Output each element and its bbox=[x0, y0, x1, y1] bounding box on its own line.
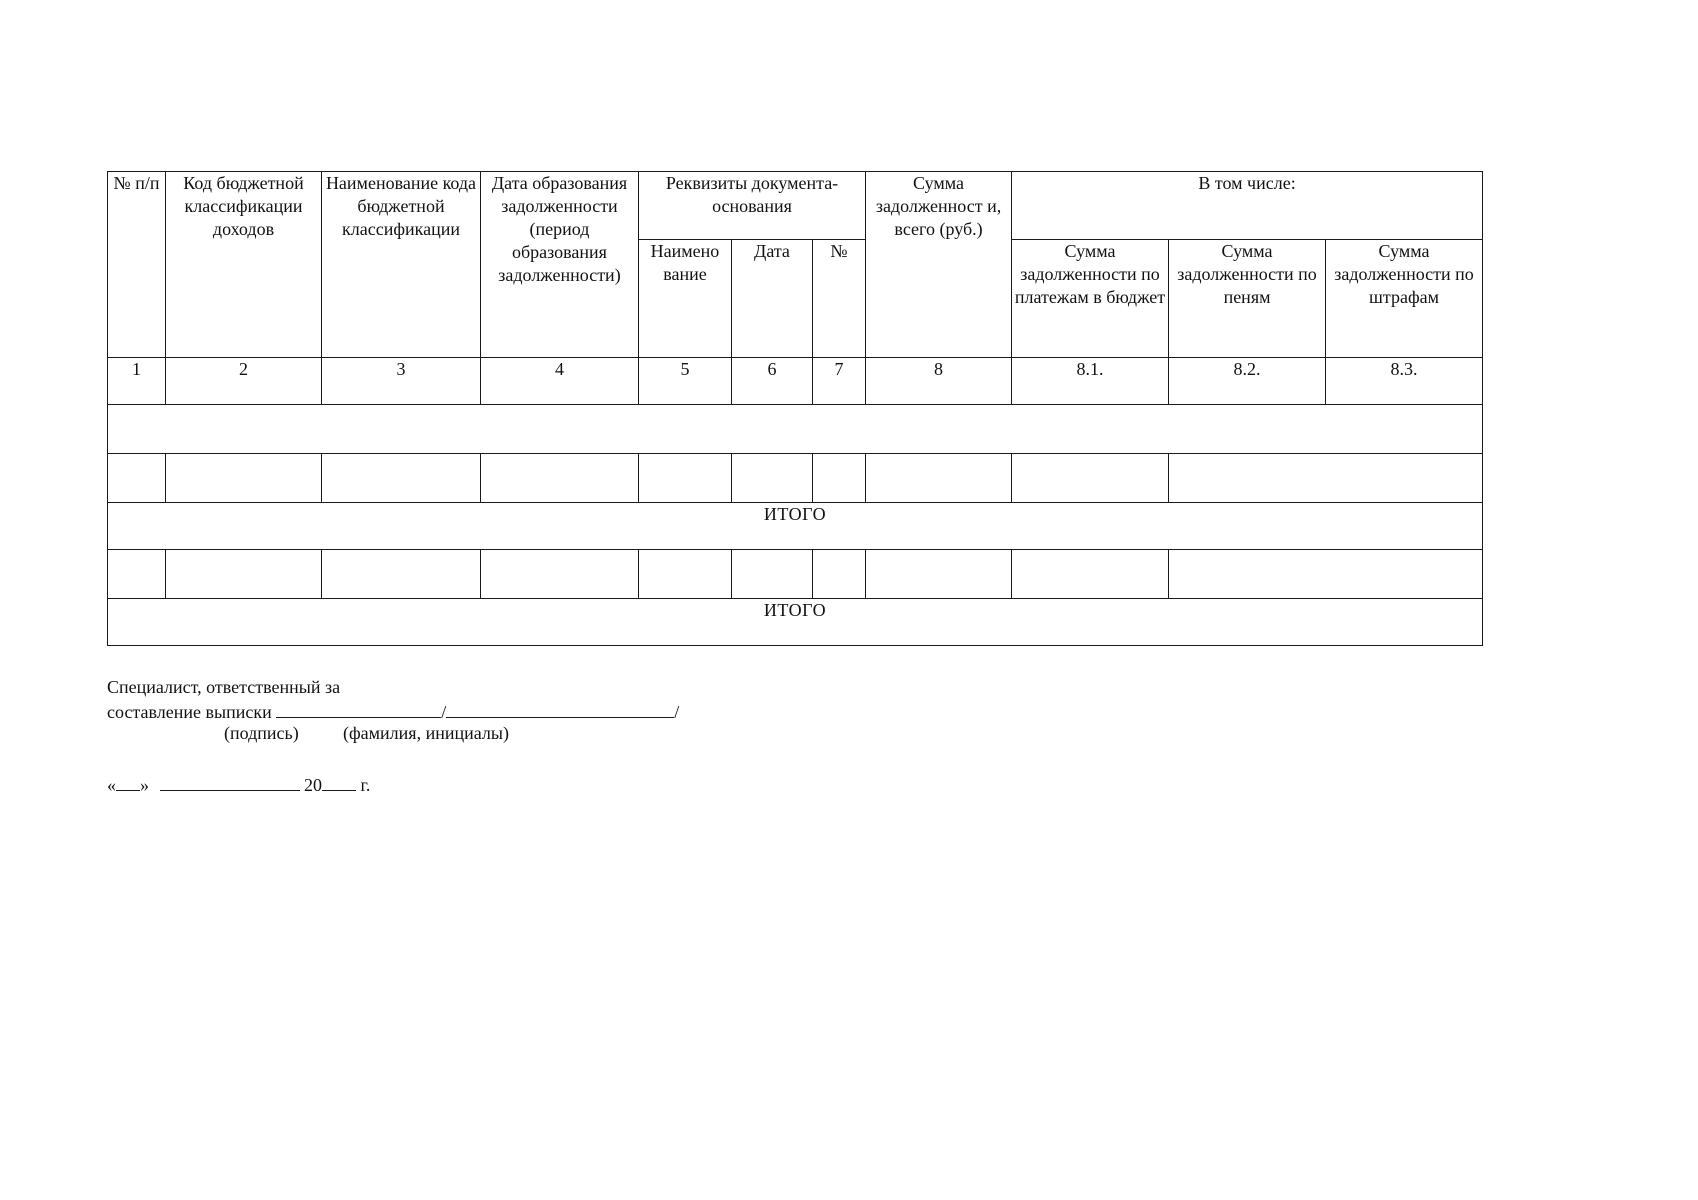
column-number: 8.1. bbox=[1012, 358, 1169, 405]
signature-block bbox=[107, 676, 679, 745]
total-row bbox=[108, 503, 1483, 550]
header-doc-requisites: Реквизиты документа-основания bbox=[639, 172, 866, 240]
slash: / bbox=[441, 702, 447, 722]
date-open-quote: « bbox=[107, 775, 116, 795]
column-number: 3 bbox=[322, 358, 481, 405]
table-cell bbox=[866, 550, 1012, 599]
table-cell bbox=[481, 550, 639, 599]
table-cell bbox=[732, 454, 813, 503]
table-cell bbox=[108, 550, 166, 599]
total-label: ИТОГО bbox=[108, 503, 1483, 550]
header-kbk-name: Наименование кода бюджетной классификации bbox=[322, 172, 481, 358]
table-cell bbox=[322, 550, 481, 599]
table-cell bbox=[322, 454, 481, 503]
section-cell bbox=[108, 405, 1483, 454]
header-debt-total: Сумма задолженност и, всего (руб.) bbox=[866, 172, 1012, 358]
table-row bbox=[108, 550, 1483, 599]
table-cell bbox=[866, 454, 1012, 503]
header-debt-date: Дата образования задолженности (период образования задолженности) bbox=[481, 172, 639, 358]
column-number: 1 bbox=[108, 358, 166, 405]
name-hint: (фамилия, инициалы) bbox=[343, 723, 509, 743]
table-cell bbox=[813, 454, 866, 503]
header-sum-penalty: Сумма задолженности по пеням bbox=[1169, 240, 1326, 358]
table-cell bbox=[1012, 550, 1169, 599]
year-suffix: г. bbox=[360, 775, 371, 795]
header-including: В том числе: bbox=[1012, 172, 1483, 240]
table-cell bbox=[166, 550, 322, 599]
column-number: 7 bbox=[813, 358, 866, 405]
header-sum-budget: Сумма задолженности по платежам в бюджет bbox=[1012, 240, 1169, 358]
header-doc-no: № bbox=[813, 240, 866, 358]
column-number: 8.2. bbox=[1169, 358, 1326, 405]
header-doc-name: Наимено вание bbox=[639, 240, 732, 358]
column-number: 6 bbox=[732, 358, 813, 405]
table-cell bbox=[1012, 454, 1169, 503]
table-cell bbox=[639, 454, 732, 503]
table-cell bbox=[639, 550, 732, 599]
section-row bbox=[108, 405, 1483, 454]
column-number: 8.3. bbox=[1326, 358, 1483, 405]
debt-statement-table bbox=[107, 171, 1483, 646]
table-cell bbox=[481, 454, 639, 503]
year-blank bbox=[322, 772, 356, 791]
day-blank bbox=[116, 772, 140, 791]
table-cell bbox=[166, 454, 322, 503]
total-row bbox=[108, 599, 1483, 646]
month-blank bbox=[160, 772, 300, 791]
year-prefix: 20 bbox=[304, 775, 322, 795]
header-doc-date: Дата bbox=[732, 240, 813, 358]
hints-row bbox=[107, 722, 679, 745]
column-number: 8 bbox=[866, 358, 1012, 405]
name-blank bbox=[446, 699, 674, 718]
responsible-line-1: Специалист, ответственный за bbox=[107, 677, 341, 697]
total-label: ИТОГО bbox=[108, 599, 1483, 646]
column-number-row bbox=[108, 358, 1483, 405]
signature-hint: (подпись) bbox=[224, 723, 299, 743]
column-number: 2 bbox=[166, 358, 322, 405]
slash: / bbox=[674, 702, 680, 722]
column-number: 5 bbox=[639, 358, 732, 405]
table-cell bbox=[1169, 454, 1483, 503]
table-cell bbox=[813, 550, 866, 599]
responsible-line-2 bbox=[107, 699, 679, 722]
responsible-label: составление выписки bbox=[107, 702, 272, 722]
table-row bbox=[108, 454, 1483, 503]
date-line bbox=[107, 772, 370, 796]
header-num: № п/п bbox=[108, 172, 166, 358]
table-cell bbox=[108, 454, 166, 503]
table-cell bbox=[1169, 550, 1483, 599]
header-kbk-code: Код бюджетной классификации доходов bbox=[166, 172, 322, 358]
signature-blank bbox=[276, 699, 441, 718]
table-cell bbox=[732, 550, 813, 599]
date-close-quote: » bbox=[140, 775, 149, 795]
header-sum-fines: Сумма задолженности по штрафам bbox=[1326, 240, 1483, 358]
column-number: 4 bbox=[481, 358, 639, 405]
